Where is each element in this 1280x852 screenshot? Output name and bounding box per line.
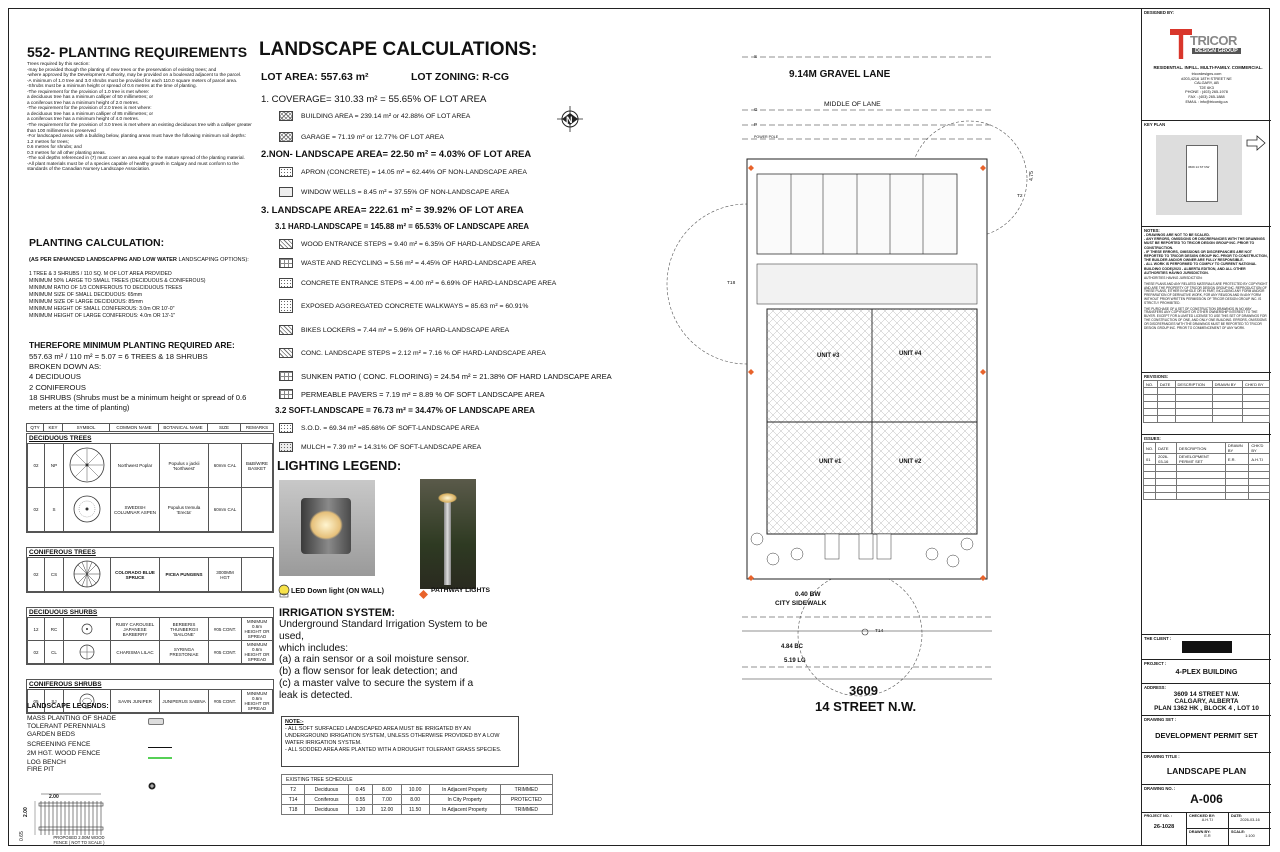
conc-steps-swatch	[279, 278, 293, 288]
calc-line: MINIMUM SIZE OF LARGE DECIDUOUS: 85mm	[29, 299, 143, 305]
legend-item: LOG BENCH	[27, 758, 66, 766]
irrigation-line: which includes:	[279, 642, 349, 654]
unit-3-label: UNIT #3	[817, 353, 840, 359]
hard-item	[279, 389, 545, 399]
group-coniferous-trees	[26, 547, 274, 593]
legend-item: 2M HGT. WOOD FENCE	[27, 750, 101, 758]
tb-designer	[1142, 9, 1271, 121]
cell: NP	[45, 444, 64, 488]
address-number: 3609	[849, 683, 878, 698]
bc-label: 4.84 BC	[781, 644, 804, 650]
hard-item	[279, 239, 540, 249]
legend-item: MASS PLANTING OF SHADE TOLERANT PERENNIALS	[27, 715, 117, 730]
unit-4-label: UNIT #4	[899, 351, 922, 357]
drawing-number: A-006	[1190, 792, 1223, 806]
cell: 10.00	[401, 785, 429, 795]
cell: 02	[28, 444, 45, 488]
tb-label: PROJECT :	[1144, 661, 1167, 666]
calc-label: WOOD ENTRANCE STEPS = 9.40 m² = 6.35% OF HARD-LANDSCAPE AREA	[301, 240, 541, 248]
group-deciduous-trees	[26, 433, 274, 533]
garage-area	[279, 132, 444, 142]
tb-key-plan	[1142, 121, 1271, 227]
th: SIZE	[208, 424, 241, 432]
address-street: 14 STREET N.W.	[815, 699, 917, 714]
cell: #05 CONT.	[209, 618, 242, 641]
planting-body: Trees required by this section: -may be provided though the planting of new trees or the preservation of existing trees; and -where approved by the Development Authority, may be provided on a boulevard adjacent to the parcel. -A minimum of 1.0 tree and 3.0 shrubs must be provided for each 110.0 square meters of parcel area. -Shrubs must be a minimum height or spread of 0.6 metres at the time of planting. -The requirement for the provision of 1.0 tree is met where: a deciduous tree has a minimum calliper of 50 millimetres; or a coniferous tree has a minimum height of 2.0 metres. -The requirement for the provision of 2.0 trees is met where: a deciduous tree has a minimum calliper of 85 millimetres; or a coniferous tree has a minimum height of 4.0 metres. -The requirement for the provision of 3.0 trees is met where an existing deciduous tree with a calliper greater than 100 millimetres is preserved -For landscaped areas with a building below, planting areas must have the following minimum soil depths: 1.2 metres for trees; 0.6 metres for shrubs; and 0.3 metres for all other planting areas. -The soil depths referenced in (7) must cover an area equal to the mature spread of the planting material. -All plant materials must be of a species capable of healthy growth in Calgary and must conform to the standards of the Canadian Nursery Landscape Association.	[27, 61, 252, 172]
key-arrow-icon	[1246, 135, 1266, 151]
irrigation-title: IRRIGATION SYSTEM:	[279, 607, 395, 619]
wood-steps-swatch	[279, 239, 293, 249]
cell: #05 CONT.	[209, 690, 242, 713]
calc-label: BIKES LOCKERS = 7.44 m² = 5.96% OF HARD-LANDSCAPE AREA	[301, 326, 510, 334]
planting-calc-lines	[29, 271, 206, 320]
cell: SYRINGA PRESTONIAE	[160, 641, 209, 664]
irrigation-line: (b) a flow sensor for leak detection; and	[279, 666, 458, 678]
north-label: N	[566, 115, 573, 125]
table-row	[28, 618, 273, 641]
tb-label: DESIGNED BY:	[1144, 10, 1174, 15]
group-title: DECIDUOUS TREES	[29, 435, 92, 442]
th: QTY	[27, 424, 44, 432]
group-deciduous-shrubs	[26, 607, 274, 665]
fence-width-dim: 2.00	[49, 794, 59, 800]
calc-label: PERMEABLE PAVERS = 7.19 m² = 8.89 % OF SOFT LANDSCAPE AREA	[301, 389, 545, 399]
drawing-sheet	[8, 8, 1270, 846]
planting-calc-title: PLANTING CALCULATION:	[29, 237, 165, 249]
tb-contact: tricordesigns.com #203,4216 18TH STREET NE CALGARY, AB T2E 6K3 PHONE : (403) 265-1978 FAX : (403) 265-1888 EMAIL : info@tricordg.ca	[1181, 72, 1232, 104]
plant-table-header	[26, 423, 274, 432]
fence-detail	[31, 789, 121, 839]
legend-title: LANDSCAPE LEGENDS:	[27, 703, 109, 710]
tb-label: ISSUES:	[1144, 436, 1161, 441]
landscape-line: 3. LANDSCAPE AREA= 222.61 m² = 39.92% OF LOT AREA	[261, 205, 524, 216]
tb-drawing-title	[1142, 753, 1271, 785]
cell: Coniferous	[305, 795, 349, 805]
walkway-swatch	[279, 299, 293, 313]
unit-2-label: UNIT #2	[899, 459, 922, 465]
mulch-item	[279, 442, 481, 452]
title-block	[1141, 9, 1271, 846]
lighting-title: LIGHTING LEGEND:	[277, 458, 402, 473]
cell: 0.45	[348, 785, 373, 795]
calc-label: EXPOSED AGGREGATED CONCRETE WALKWAYS = 85.63 m² = 60.91%	[301, 302, 529, 310]
service-p: P	[754, 122, 758, 127]
calc-label: SUNKEN PATIO ( CONC. FLOORING) = 24.54 m² = 21.38% OF HARD LANDSCAPE AREA	[301, 371, 612, 381]
lane-label: 9.14M GRAVEL LANE	[789, 69, 891, 80]
cell: PICEA PUNGENS	[160, 558, 209, 592]
calc-label: APRON (CONCRETE) = 14.05 m² = 62.44% OF NON-LANDSCAPE AREA	[301, 168, 527, 176]
cell: 3000MM HGT	[209, 558, 242, 592]
wall-light-photo	[279, 480, 375, 576]
group-title: DECIDUOUS SHURBS	[29, 609, 98, 616]
tree-schedule-title: EXISTING TREE SCHEDULE	[282, 775, 553, 785]
planting-req-title: THEREFORE MINIMUM PLANTING REQUIRED ARE:	[29, 340, 235, 350]
note-line: - ALL SOFT SURFACED LANDSCAPED AREA MUST BE IRRIGATED BY AN UNDERGROUND IRRIGATION SYSTEM, UNLESS OTHERWISE PROVIDED BY A LOW WATER IRRIGATION SYSTEM.	[285, 726, 500, 746]
cell: MINIMUM 0.6m HEIGHT OR SPREAD	[242, 690, 273, 713]
fire-pit-icon	[148, 777, 156, 785]
th: COMMON NAME	[110, 424, 159, 432]
calc-line: MINIMUM 50% LARGE TO SMALL TREES (DECIDUOUS & CONIFEROUS)	[29, 278, 206, 284]
req-line: BROKEN DOWN AS:	[29, 362, 102, 372]
service-s: S	[754, 54, 758, 59]
cell: SAVIN JUNIPER	[111, 690, 160, 713]
calc-label: GARAGE = 71.19 m² or 12.77% OF LOT AREA	[301, 133, 444, 141]
calc-line: MINIMUM RATIO OF 1/3 CONIFEROUS TO DECIDUOUS TREES	[29, 285, 183, 291]
planting-calc-sub: (AS PER ENHANCED LANDSCAPING AND LOW WATER LANDSCAPING OPTIONS):	[29, 257, 249, 263]
t14-label: T14	[875, 629, 884, 634]
sod-item	[279, 423, 479, 433]
cell: 12.00	[373, 805, 401, 815]
group-title: CONIFEROUS SHRUBS	[29, 681, 102, 688]
req-line: 2 CONIFEROUS	[29, 382, 86, 392]
pathway-light-photo	[420, 479, 476, 589]
cell: T2	[282, 785, 305, 795]
hard-item	[279, 258, 536, 268]
th: KEY	[44, 424, 63, 432]
tree-symbol-icon	[64, 444, 111, 488]
note-line: - ALL SODDED AREA ARE PLANTED WITH A DROUGHT TOLERANT GRASS SPECIES.	[285, 747, 502, 753]
cell: 02	[28, 641, 45, 664]
cell: Populus tremula 'Erecta'	[160, 488, 209, 532]
calc-label: BUILDING AREA = 239.14 m² or 42.88% OF LOT AREA	[301, 112, 471, 120]
pavers-swatch	[279, 389, 293, 399]
service-g: G	[754, 107, 758, 112]
t2-label: T2	[1017, 194, 1023, 199]
lot-area: LOT AREA: 557.63 m²	[261, 71, 369, 83]
irrigation-body	[279, 619, 519, 702]
table-row	[28, 488, 273, 532]
landscape-steps-swatch	[279, 348, 293, 358]
soft-landscape-line: 3.2 SOFT-LANDSCAPE = 76.73 m² = 34.47% OF LANDSCAPE AREA	[275, 406, 535, 415]
tb-revisions: REVISIONS: NO. DATE DESCRIPTION DRAWN BY CHK'D BY	[1142, 373, 1271, 435]
req-line: meters at the time of planting)	[29, 403, 130, 413]
legend-item: SCREENING FENCE	[27, 740, 91, 748]
cell: SJ	[45, 690, 64, 713]
cell	[242, 488, 273, 532]
cell: 11.50	[401, 805, 429, 815]
window-swatch	[279, 187, 293, 197]
cell: JUNIPERUS SABINA	[160, 690, 209, 713]
legend-item: FIRE PIT	[27, 765, 55, 773]
cell: TRIMMED	[500, 805, 552, 815]
building-area	[279, 111, 470, 121]
key-plan-label: 3609 14 ST NW	[1188, 165, 1210, 169]
site-plan	[557, 39, 1047, 739]
project-address: 3609 14 STREET N.W. CALGARY, ALBERTA PLAN 1362 HK , BLOCK 4 , LOT 10	[1154, 691, 1259, 713]
cell: 02	[28, 558, 45, 592]
cell: CL	[45, 641, 64, 664]
cell: In Adjacent Property	[429, 805, 500, 815]
cell: 8.00	[373, 785, 401, 795]
calc-title: LANDSCAPE CALCULATIONS:	[259, 39, 538, 60]
garage-swatch	[279, 132, 293, 142]
hard-item	[279, 325, 509, 335]
sod-swatch	[279, 423, 293, 433]
tb-label: REVISIONS:	[1144, 374, 1169, 379]
cell: 12	[28, 618, 45, 641]
planting-req-lines	[29, 352, 259, 413]
tb-services: RESIDENTIAL. INFILL. MULTI-FAMILY. COMMERCIAL.	[1153, 65, 1263, 70]
sidewalk-bw: 0.40 BW	[795, 591, 821, 598]
fence-height-dim: 2.00	[23, 807, 29, 817]
table-row	[282, 805, 553, 815]
cell: COLORADO BLUE SPRUCE	[111, 558, 160, 592]
led-label: LED Down light (ON WALL)	[291, 586, 385, 595]
cell: RC	[45, 618, 64, 641]
cell: PROTECTED	[500, 795, 552, 805]
tb-label: DRAWING TITLE :	[1144, 754, 1180, 759]
hard-item	[279, 299, 528, 313]
key-plan-map	[1156, 135, 1242, 215]
req-line: 4 DECIDUOUS	[29, 372, 81, 382]
fence-spacing-dim: 0.65	[19, 831, 25, 841]
logo-text: TRICOR	[1190, 33, 1237, 48]
group-title: CONIFEROUS TREES	[29, 549, 96, 556]
cell: 05	[28, 690, 45, 713]
cell: B&B/WIRE BASKET	[242, 444, 273, 488]
calc-label: CONCRETE ENTRANCE STEPS = 4.00 m² = 6.69% OF HARD-LANDSCAPE AREA	[301, 279, 557, 287]
cell: #05 CONT.	[209, 641, 242, 664]
cell: 1.20	[348, 805, 373, 815]
cell: In Adjacent Property	[429, 785, 500, 795]
table-row	[282, 785, 553, 795]
cell: Deciduous	[305, 785, 349, 795]
tb-label: ADDRESS:	[1144, 685, 1166, 690]
client-redacted	[1182, 641, 1232, 653]
coverage-line: 1. COVERAGE= 310.33 m² = 55.65% OF LOT AREA	[261, 94, 487, 105]
tb-label: KEY PLAN	[1144, 122, 1166, 127]
cell	[242, 558, 273, 592]
hard-item	[279, 278, 556, 288]
cell: CHARISMA LILAC	[111, 641, 160, 664]
cell: CS	[45, 558, 64, 592]
calc-label: WASTE AND RECYCLING = 5.56 m² = 4.45% OF HARD-LANDSCAPE AREA	[301, 259, 537, 267]
building-swatch	[279, 111, 293, 121]
shrub-symbol-icon	[64, 641, 111, 664]
shrub-symbol-icon	[64, 618, 111, 641]
irrigation-note	[281, 716, 519, 767]
table-row	[28, 641, 273, 664]
tb-label: NOTES:	[1144, 228, 1160, 233]
irrigation-line: leak is detected.	[279, 689, 353, 701]
req-line: 557.63 m² / 110 m² = 5.07 = 6 TREES & 18 SHRUBS	[29, 352, 208, 361]
hard-landscape-line: 3.1 HARD-LANDSCAPE = 145.88 m² = 65.53% OF LANDSCAPE AREA	[275, 222, 530, 231]
legend-item: GARDEN BEDS	[27, 731, 75, 738]
cell: MINIMUM 0.6m HEIGHT OR SPREAD	[242, 618, 273, 641]
table-row	[28, 444, 273, 488]
th: REMARKS	[241, 424, 274, 432]
cell: RUBY CAROUSEL JAPANESE BARBERRY	[111, 618, 160, 641]
calc-label: CONC. LANDSCAPE STEPS = 2.12 m² = 7.16 % OF HARD-LANDSCAPE AREA	[301, 349, 546, 357]
cell: 8.00	[401, 795, 429, 805]
wood-fence-swatch	[148, 757, 172, 759]
cell: T18	[282, 805, 305, 815]
pathway-label: PATHWAY LIGHTS	[431, 587, 491, 594]
req-line: 18 SHRUBS (Shrubs must be a minimum height or spread of 0.6	[29, 392, 247, 402]
cell: Deciduous	[305, 805, 349, 815]
tb-meta: PROJECT NO. : 26-1028 CHECKED BY: A.H.T.I DATE: 2026-03-16 DRAWN BY: E.R SCALE: 1:100	[1142, 813, 1271, 846]
t18-label: T18	[727, 281, 736, 286]
cell: 7.00	[373, 795, 401, 805]
tricor-logo-icon	[1170, 29, 1192, 59]
tb-drawing-no	[1142, 785, 1271, 813]
cell: 02	[28, 488, 45, 532]
mulch-swatch	[279, 442, 293, 452]
tb-project	[1142, 660, 1271, 684]
drawing-title: LANDSCAPE PLAN	[1166, 766, 1247, 776]
cell: BERBERIS THUNBERGII 'BAILONE'	[160, 618, 209, 641]
tb-label: DRAWING SET :	[1144, 717, 1177, 722]
lg-label: 5.19 LG	[784, 658, 806, 664]
table-row	[282, 795, 553, 805]
calc-line: MINIMUM SIZE OF SMALL DECIDUOUS: 65mm	[29, 292, 143, 298]
drawing-set: DEVELOPMENT PERMIT SET	[1155, 731, 1258, 740]
cell: Northwest Poplar	[111, 444, 160, 488]
note-title: NOTE:-	[285, 719, 304, 725]
led-light-icon	[277, 584, 291, 598]
screening-fence-swatch	[148, 747, 172, 748]
apron-area	[279, 167, 527, 177]
irrigation-line: (a) a rain sensor or a soil moisture sensor.	[279, 654, 470, 666]
irrigation-line: Underground Standard Irrigation System to be	[279, 619, 488, 630]
patio-swatch	[279, 371, 293, 381]
cell: T14	[282, 795, 305, 805]
tree-symbol-icon	[64, 488, 111, 532]
pathway-light-icon	[419, 586, 428, 595]
cell: TRIMMED	[500, 785, 552, 795]
bike-swatch	[279, 325, 293, 335]
plant-schedule	[26, 423, 274, 714]
sidewalk-label: CITY SIDEWALK	[775, 600, 827, 607]
apron-swatch	[279, 167, 293, 177]
calc-line: MINIMUM HEIGHT OF SMALL CONIFEROUS: 3.0m OR 10'-0"	[29, 306, 175, 312]
cell: 60mm CAL	[209, 444, 242, 488]
tb-label: DRAWING NO. :	[1144, 786, 1176, 791]
non-landscape-line: 2.NON- LANDSCAPE AREA= 22.50 m² = 4.03% OF LOT AREA	[261, 148, 532, 159]
cell: S	[45, 488, 64, 532]
table-row	[28, 558, 273, 592]
calc-line: MINIMUM HEIGHT OF LARGE CONIFEROUS: 4.0m OR 13'-1"	[29, 313, 176, 319]
th: SYMBOL	[63, 424, 110, 432]
conifer-symbol-icon	[64, 558, 111, 592]
tb-drawing-set	[1142, 716, 1271, 753]
th: BOTANICAL NAME	[159, 424, 208, 432]
lot-zoning: LOT ZONING: R-CG	[411, 71, 509, 83]
logo-subtext: DESIGN GROUP	[1192, 48, 1241, 54]
cell: Populus x jackii 'Northwest'	[160, 444, 209, 488]
project-name: 4-PLEX BUILDING	[1175, 667, 1238, 676]
irrigation-line: used,	[279, 630, 304, 642]
perennial-swatch	[148, 718, 164, 725]
calc-line: 1 TREE & 3 SHRUBS / 110 SQ. M OF LOT AREA PROVIDED	[29, 271, 172, 277]
power-pole-label: POWER POLE	[754, 135, 779, 139]
cell: 60mm CAL	[209, 488, 242, 532]
side-dim: 4.75	[1028, 171, 1035, 181]
calc-label: WINDOW WELLS = 8.45 m² = 37.55% OF NON-LANDSCAPE AREA	[301, 188, 510, 196]
window-wells	[279, 187, 509, 197]
project-number: 26-1028	[1153, 824, 1175, 830]
tb-issues: ISSUES: NO. DATE DESCRIPTION DRAWN BY CHK'D BY 01 2026-03-16 DEVELOPMENT PERMIT SET E.R. A.H.T.I	[1142, 435, 1271, 635]
cell: In City Property	[429, 795, 500, 805]
irrigation-line: (c) a master valve to secure the system if a	[279, 677, 474, 689]
calc-label: MULCH = 7.39 m² = 14.31% OF SOFT-LANDSCAPE AREA	[301, 443, 482, 451]
waste-swatch	[279, 258, 293, 268]
tb-notes: NOTES: - DRAWINGS ARE NOT TO BE SCALED. - ANY ERRORS, OMISSIONS OR DISCREPANCIES WITH THE DRAWINGS MUST BE REPORTED TO TRICOR DESIGN GROUP INC. PRIOR TO CONSTRUCTION. - IF THESE ERRORS, OMISSIONS OR DISCREPANCIES ARE NOT REPORTED TO TRICOR DESIGN GROUP INC. PRIOR TO CONSTRUCTION, THE BUILDER AND/OR OWNER ARE FULLY RESPONSIBLE. - ALL WORK IS PERFORMED TO COMPLY TO CURRENT NATIONAL BUILDING CODE(2023 - ALBERTA EDITION, AND ALL OTHER AUTHORITIES HAVING JURISDICTION. AUTHORITIES HAVING JURISDICTION: THESE PLANS AND ANY RELATED MATERIALS ARE PROTECTED BY COPYRIGHT AND ARE THE PROPERTY OF TRICOR DESIGN GROUP INC. REPRODUCTION OF THESE PLANS, EITHER IN WHOLE OR IN PART, INCLUDING ANY FORM AND/OR PREPARATION OF DERIVATIVE WORK, FOR ANY REASON AND IN ANY FORM WITHOUT PRIOR WRITTEN PERMISSION OF TRICOR DESIGN GROUP INC. IS STRICTLY PROHIBITED. THE PURCHASE OF A SET OF CONSTRUCTION DRAWINGS IN NO WAY TRANSFERS ANY COPYRIGHT OR OTHER OWNERSHIP INTEREST TO THE BUYER. EXCEPT FOR A LIMITED LICENSE TO USE THIS SET OF DRAWINGS FOR THE CONSTRUCTION OF ONE, AND ONLY ONE BUILDING. ERRORS, OMISSIONS OR DISCREPANCIES WITH THE DRAWINGS MUST BE REPORTED TO TRICOR DESIGN GROUP INC. PRIOR TO COMMENCEMENT OF ANY WORK.	[1142, 227, 1271, 373]
unit-1-label: UNIT #1	[819, 459, 842, 465]
tb-address	[1142, 684, 1271, 716]
middle-of-lane: MIDDLE OF LANE	[824, 101, 881, 108]
cell: 0.55	[348, 795, 373, 805]
tb-label: THE CLIENT :	[1144, 636, 1172, 641]
cell: SWEDISH COLUMNAR ASPEN	[111, 488, 160, 532]
hard-item	[279, 348, 546, 358]
planting-title: 552- PLANTING REQUIREMENTS	[27, 44, 248, 60]
fence-caption: PROPOSED 2.00M WOOD FENCE ( NOT TO SCALE )	[53, 835, 105, 845]
cell: MINIMUM 0.6m HEIGHT OR SPREAD	[242, 641, 273, 664]
tb-client	[1142, 635, 1271, 660]
tree-schedule	[281, 774, 553, 815]
calc-label: S.O.D. = 69.34 m² =85.68% OF SOFT-LANDSCAPE AREA	[301, 424, 480, 432]
